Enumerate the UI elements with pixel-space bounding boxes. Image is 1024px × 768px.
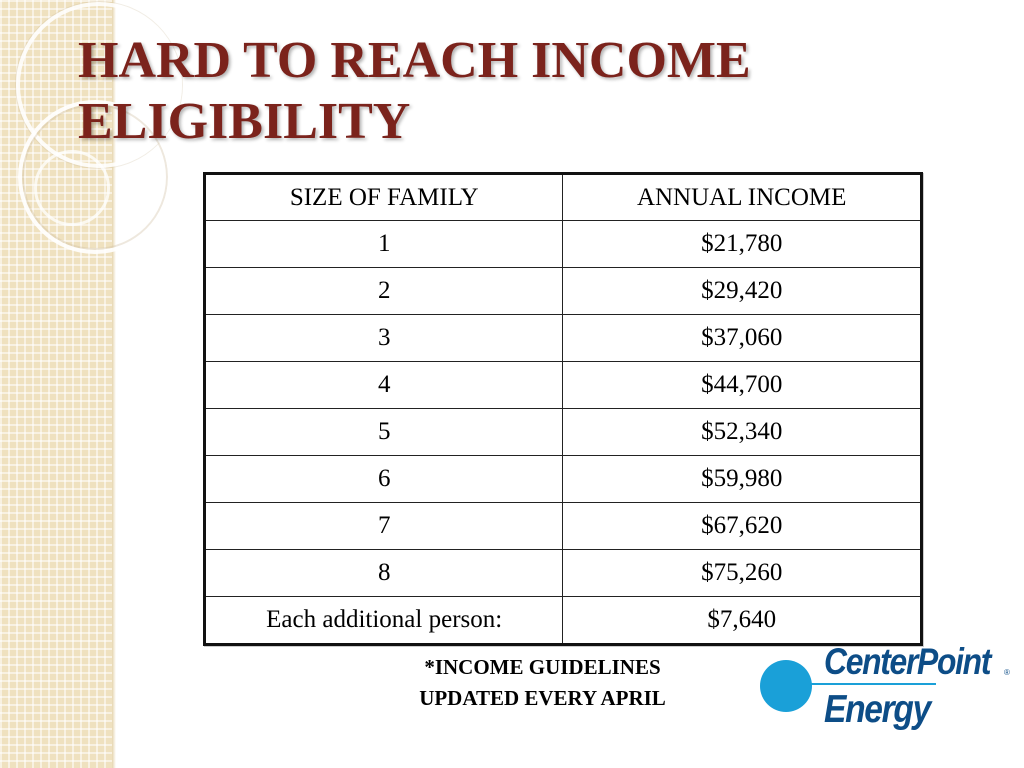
income-guidelines-footnote bbox=[370, 652, 715, 714]
annual-income-cell: $29,420 bbox=[563, 268, 922, 315]
family-size-cell: 4 bbox=[205, 362, 563, 409]
income-eligibility-table bbox=[203, 172, 923, 646]
annual-income-cell: $7,640 bbox=[563, 597, 922, 645]
table-row bbox=[205, 362, 922, 409]
table-row bbox=[205, 409, 922, 456]
logo-text-centerpoint: CenterPoint bbox=[824, 641, 991, 682]
annual-income-cell: $52,340 bbox=[563, 409, 922, 456]
family-size-cell: 6 bbox=[205, 456, 563, 503]
header-size-of-family: SIZE OF FAMILY bbox=[205, 174, 563, 221]
table-row bbox=[205, 221, 922, 268]
logo-trademark: ® bbox=[1004, 668, 1010, 677]
family-size-cell: Each additional person: bbox=[205, 597, 563, 645]
footnote-line-2: UPDATED EVERY APRIL bbox=[419, 686, 666, 710]
annual-income-cell: $44,700 bbox=[563, 362, 922, 409]
logo-text-energy: Energy bbox=[824, 688, 930, 731]
slide-title-line-1: HARD TO REACH INCOME bbox=[78, 32, 751, 89]
annual-income-cell: $37,060 bbox=[563, 315, 922, 362]
family-size-cell: 3 bbox=[205, 315, 563, 362]
table-row-additional-person bbox=[205, 597, 922, 645]
table-row bbox=[205, 503, 922, 550]
table-row bbox=[205, 315, 922, 362]
table-row bbox=[205, 550, 922, 597]
annual-income-cell: $67,620 bbox=[563, 503, 922, 550]
family-size-cell: 2 bbox=[205, 268, 563, 315]
header-annual-income: ANNUAL INCOME bbox=[563, 174, 922, 221]
table-row bbox=[205, 268, 922, 315]
slide-title-line-2: ELIGIBILITY bbox=[78, 93, 411, 150]
annual-income-cell: $59,980 bbox=[563, 456, 922, 503]
centerpoint-energy-logo-icon bbox=[760, 660, 812, 712]
logo-swoosh-line bbox=[788, 683, 936, 685]
family-size-cell: 8 bbox=[205, 550, 563, 597]
family-size-cell: 7 bbox=[205, 503, 563, 550]
table-header-row bbox=[205, 174, 922, 221]
centerpoint-energy-logo bbox=[758, 642, 1010, 738]
family-size-cell: 1 bbox=[205, 221, 563, 268]
family-size-cell: 5 bbox=[205, 409, 563, 456]
annual-income-cell: $75,260 bbox=[563, 550, 922, 597]
slide-title bbox=[78, 30, 751, 152]
annual-income-cell: $21,780 bbox=[563, 221, 922, 268]
footnote-line-1: *INCOME GUIDELINES bbox=[424, 655, 661, 679]
table-row bbox=[205, 456, 922, 503]
